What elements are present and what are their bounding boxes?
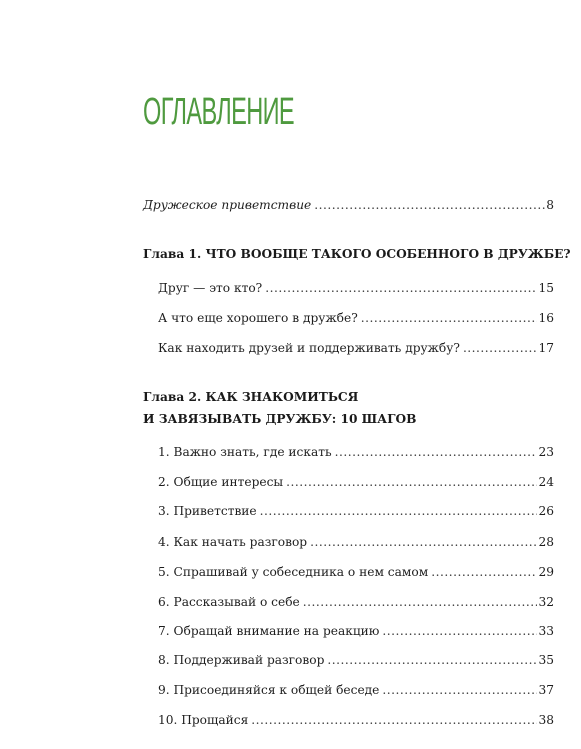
toc-entry-page: 35	[538, 653, 554, 667]
toc-entry-page: 23	[538, 445, 554, 459]
chapter-2-heading-line-2[interactable]: И ЗАВЯЗЫВАТЬ ДРУЖБУ: 10 ШАГОВ	[143, 412, 417, 426]
toc-entry-label: А что еще хорошего в дружбе?	[158, 311, 358, 325]
toc-entry-label: 8. Поддерживай разговор	[158, 653, 325, 667]
toc-entry[interactable]	[158, 712, 554, 728]
chapter-2-heading-line-1[interactable]: Глава 2. КАК ЗНАКОМИТЬСЯ	[143, 390, 359, 404]
toc-entry-page: 26	[538, 504, 554, 518]
dot-leader	[265, 280, 537, 296]
toc-entry-label: 2. Общие интересы	[158, 475, 284, 489]
toc-entry-label: Друг — это кто?	[158, 281, 263, 295]
toc-entry[interactable]	[158, 534, 554, 550]
toc-entry-label: 6. Рассказывай о себе	[158, 595, 300, 609]
dot-leader	[361, 310, 538, 326]
toc-entry[interactable]	[158, 280, 554, 296]
toc-entry-label: 7. Обращай внимание на реакцию	[158, 624, 380, 638]
dot-leader	[382, 682, 537, 698]
dot-leader	[382, 623, 537, 639]
dot-leader	[251, 712, 537, 728]
toc-entry[interactable]	[158, 682, 554, 698]
toc-entry-page: 15	[538, 281, 554, 295]
chapter-1-heading[interactable]: Глава 1. ЧТО ВООБЩЕ ТАКОГО ОСОБЕННОГО В ДРУЖБЕ?	[143, 247, 571, 261]
toc-entry-label: 5. Спрашивай у собеседника о нем самом	[158, 565, 429, 579]
toc-entry-label: Как находить друзей и поддерживать дружбу?	[158, 341, 460, 355]
toc-entry-page: 16	[538, 311, 554, 325]
dot-leader	[463, 340, 538, 356]
toc-entry-label: 4. Как начать разговор	[158, 535, 308, 549]
toc-entry[interactable]	[158, 564, 554, 580]
toc-entry-label: 1. Важно знать, где искать	[158, 445, 332, 459]
page-title: ОГЛАВЛЕНИЕ	[143, 91, 295, 133]
toc-entry-page: 32	[538, 595, 554, 609]
toc-entry[interactable]	[158, 310, 554, 326]
dot-leader	[314, 197, 545, 213]
toc-entry-page: 8	[546, 198, 554, 212]
toc-entry-preface[interactable]	[143, 197, 554, 213]
toc-entry-page: 29	[538, 565, 554, 579]
toc-entry-page: 24	[538, 475, 554, 489]
toc-entry[interactable]	[158, 503, 554, 519]
dot-leader	[310, 534, 537, 550]
toc-entry[interactable]	[158, 594, 554, 610]
toc-entry[interactable]	[158, 474, 554, 490]
dot-leader	[286, 474, 537, 490]
dot-leader	[260, 503, 538, 519]
dot-leader	[303, 594, 538, 610]
toc-entry-page: 17	[538, 341, 554, 355]
toc-entry[interactable]	[158, 652, 554, 668]
dot-leader	[335, 444, 538, 460]
toc-entry[interactable]	[158, 444, 554, 460]
toc-entry-label: 10. Прощайся	[158, 713, 249, 727]
toc-entry[interactable]	[158, 340, 554, 356]
toc-entry-page: 37	[538, 683, 554, 697]
toc-entry-page: 38	[538, 713, 554, 727]
dot-leader	[431, 564, 537, 580]
dot-leader	[327, 652, 537, 668]
toc-entry-label: 3. Приветствие	[158, 504, 257, 518]
toc-entry-label: 9. Присоединяйся к общей беседе	[158, 683, 380, 697]
toc-entry-page: 33	[538, 624, 554, 638]
toc-entry-page: 28	[538, 535, 554, 549]
toc-entry-label: Дружеское приветствие	[143, 198, 312, 212]
toc-entry[interactable]	[158, 623, 554, 639]
